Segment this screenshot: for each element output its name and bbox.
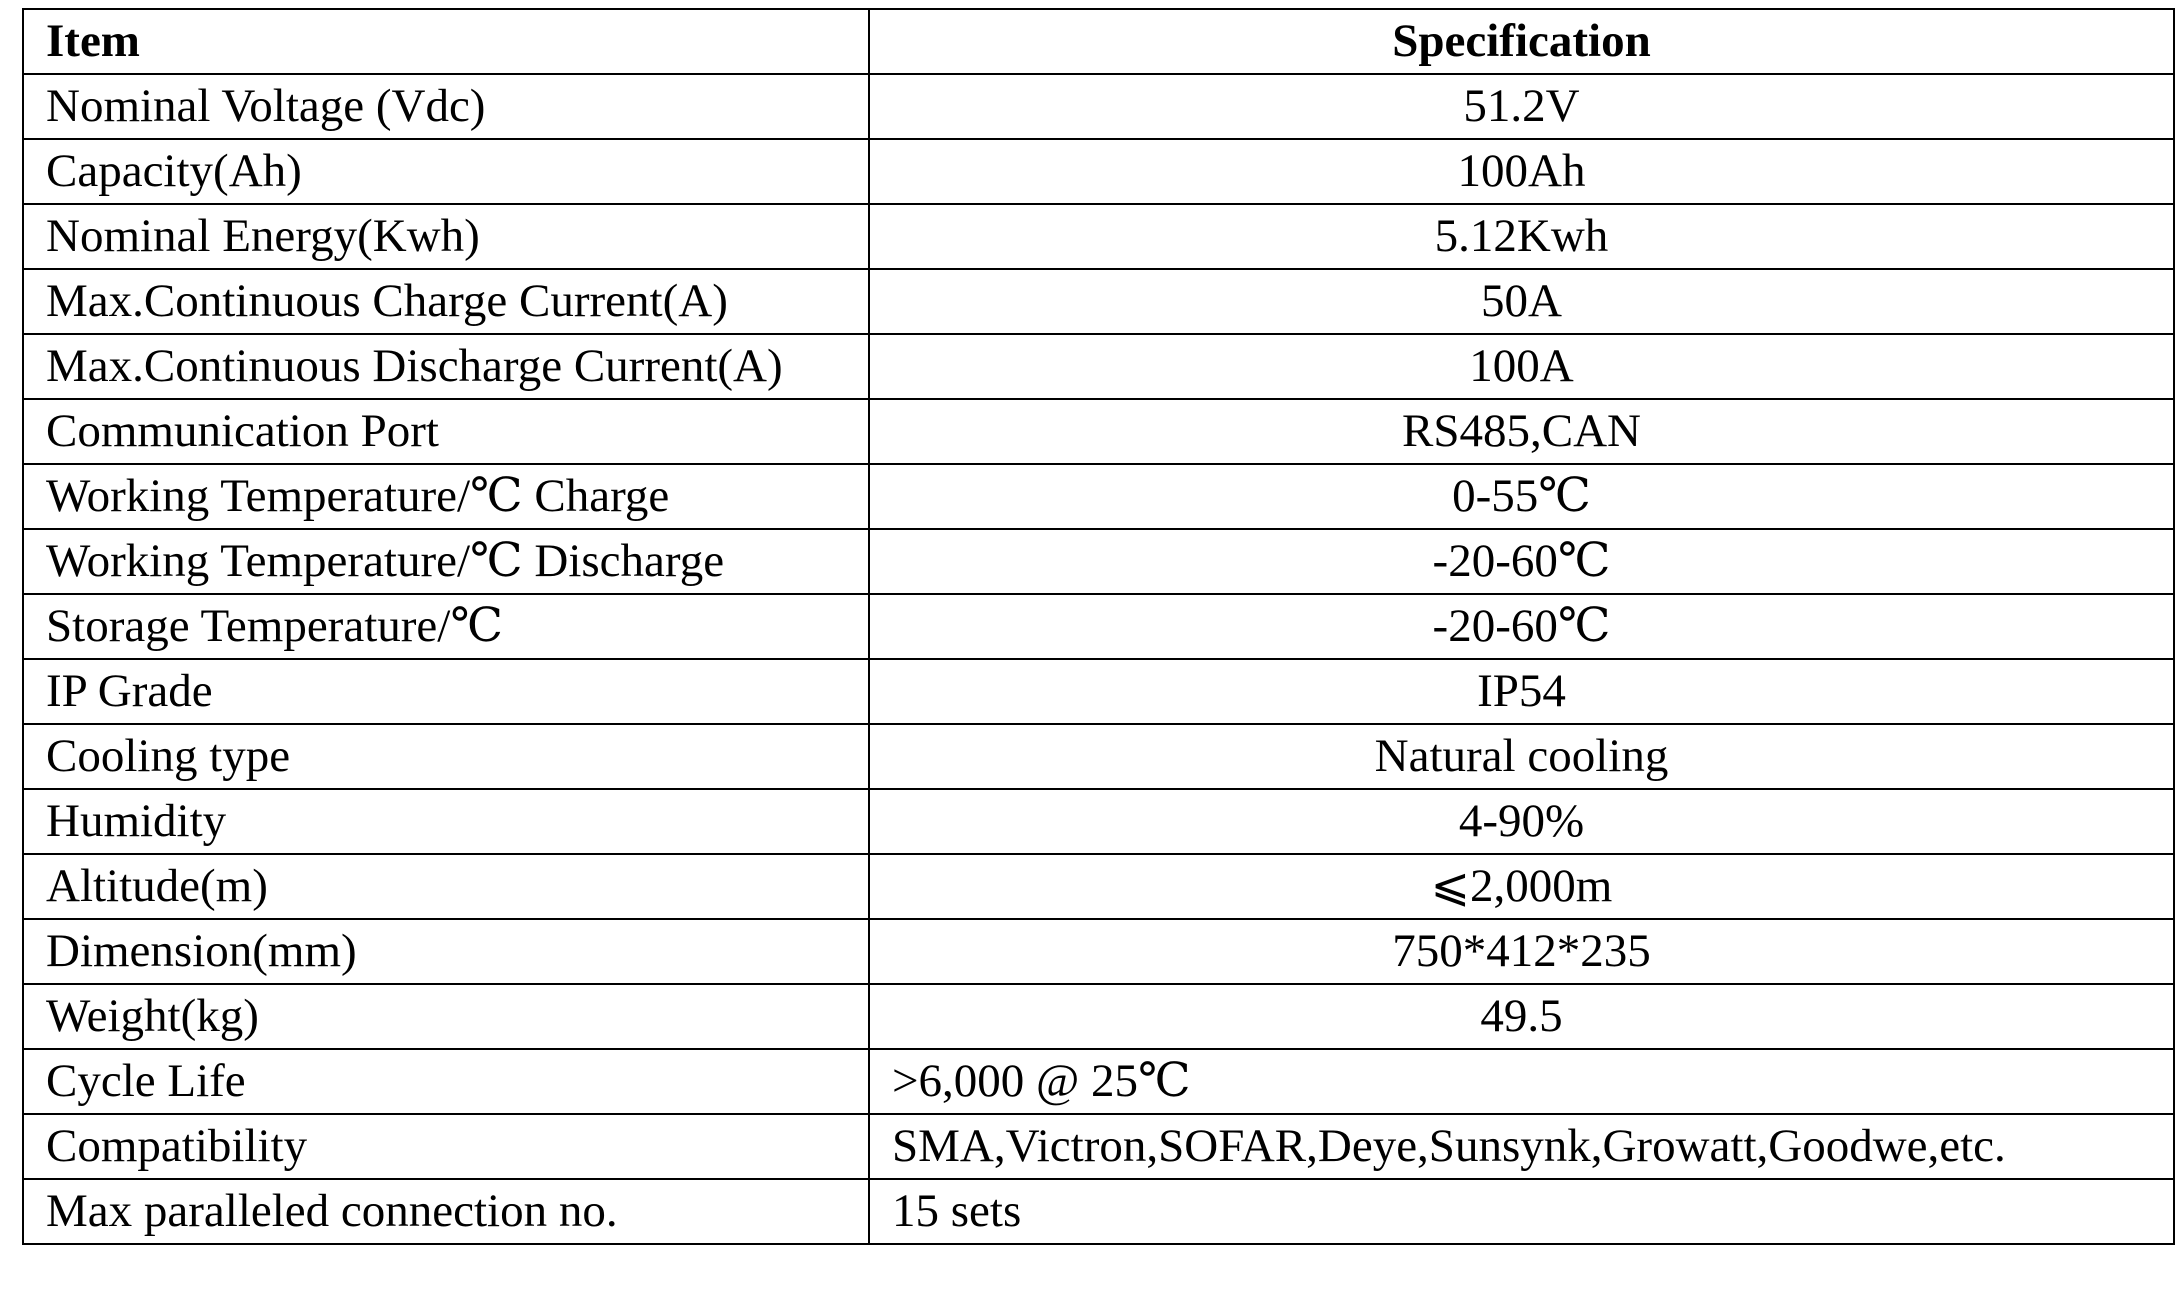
item-column-header: Item [23, 9, 869, 74]
table-row [23, 854, 2174, 919]
table-row [23, 399, 2174, 464]
specification-cell: 100A [869, 334, 2174, 399]
specification-cell: RS485,CAN [869, 399, 2174, 464]
specification-cell: 750*412*235 [869, 919, 2174, 984]
item-cell: Altitude(m) [23, 854, 869, 919]
table-row [23, 1114, 2174, 1179]
item-cell: Working Temperature/℃ Charge [23, 464, 869, 529]
table-row [23, 139, 2174, 204]
specification-cell: SMA,Victron,SOFAR,Deye,Sunsynk,Growatt,Goodwe,etc. [869, 1114, 2174, 1179]
specification-cell: 50A [869, 269, 2174, 334]
item-cell: Nominal Voltage (Vdc) [23, 74, 869, 139]
item-cell: Max.Continuous Charge Current(A) [23, 269, 869, 334]
table-row [23, 334, 2174, 399]
table-row [23, 1179, 2174, 1244]
table-row [23, 74, 2174, 139]
specification-cell: ⩽2,000m [869, 854, 2174, 919]
table-row [23, 529, 2174, 594]
item-cell: IP Grade [23, 659, 869, 724]
item-cell: Cycle Life [23, 1049, 869, 1114]
item-cell: Dimension(mm) [23, 919, 869, 984]
specification-cell: -20-60℃ [869, 529, 2174, 594]
table-row [23, 724, 2174, 789]
item-cell: Storage Temperature/℃ [23, 594, 869, 659]
specification-cell: 51.2V [869, 74, 2174, 139]
specification-cell: 49.5 [869, 984, 2174, 1049]
specification-cell: IP54 [869, 659, 2174, 724]
item-cell: Working Temperature/℃ Discharge [23, 529, 869, 594]
item-cell: Nominal Energy(Kwh) [23, 204, 869, 269]
table-row [23, 919, 2174, 984]
item-cell: Compatibility [23, 1114, 869, 1179]
table-row [23, 789, 2174, 854]
item-cell: Capacity(Ah) [23, 139, 869, 204]
specification-cell: 4-90% [869, 789, 2174, 854]
header-row [23, 9, 2174, 74]
table-row [23, 464, 2174, 529]
table-row [23, 204, 2174, 269]
item-cell: Cooling type [23, 724, 869, 789]
table-row [23, 984, 2174, 1049]
table-row [23, 594, 2174, 659]
specification-cell: 0-55℃ [869, 464, 2174, 529]
item-cell: Weight(kg) [23, 984, 869, 1049]
specification-cell: >6,000 @ 25℃ [869, 1049, 2174, 1114]
item-cell: Humidity [23, 789, 869, 854]
item-cell: Max paralleled connection no. [23, 1179, 869, 1244]
specification-column-header: Specification [869, 9, 2174, 74]
item-cell: Max.Continuous Discharge Current(A) [23, 334, 869, 399]
table-header [23, 9, 2174, 74]
table-row [23, 1049, 2174, 1114]
specification-table [22, 8, 2175, 1245]
specification-cell: -20-60℃ [869, 594, 2174, 659]
specification-cell: 15 sets [869, 1179, 2174, 1244]
item-cell: Communication Port [23, 399, 869, 464]
table-row [23, 269, 2174, 334]
specification-cell: 5.12Kwh [869, 204, 2174, 269]
table-body [23, 74, 2174, 1244]
specification-cell: Natural cooling [869, 724, 2174, 789]
table-row [23, 659, 2174, 724]
specification-cell: 100Ah [869, 139, 2174, 204]
